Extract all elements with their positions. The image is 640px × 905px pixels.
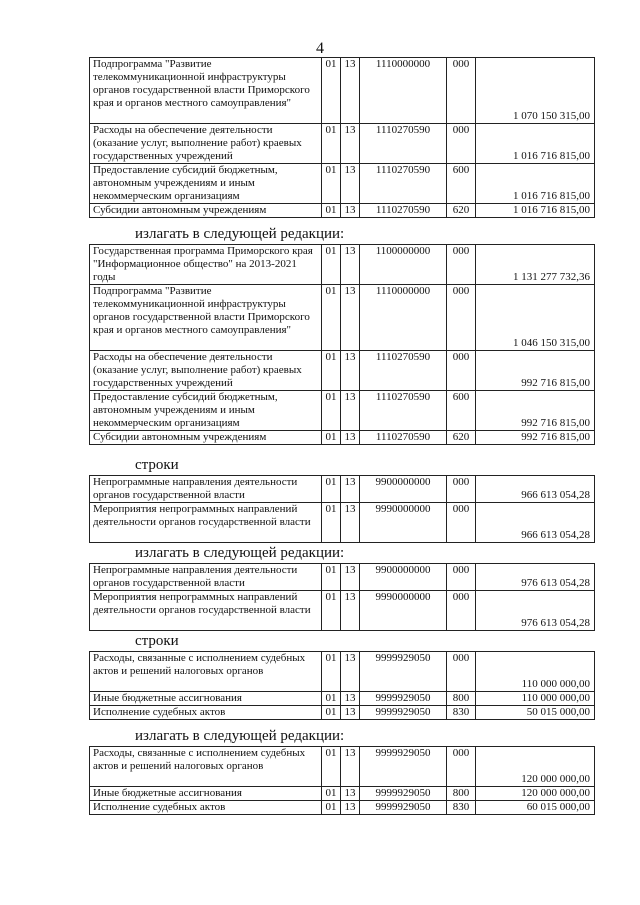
row-expense-type: 830: [447, 801, 476, 815]
row-section: 01: [322, 591, 341, 631]
row-name: Расходы на обеспечение деятельности (оказание услуг, выполнение работ) краевых государственных учреждений: [90, 124, 322, 164]
table-row: [90, 692, 595, 706]
page-number: 4: [316, 40, 324, 57]
row-sum: 992 716 815,00: [476, 351, 595, 391]
row-name: Расходы на обеспечение деятельности (оказание услуг, выполнение работ) краевых государственных учреждений: [90, 351, 322, 391]
row-name: Мероприятия непрограммных направлений деятельности органов государственной власти: [90, 591, 322, 631]
table-row: [90, 706, 595, 720]
row-section: 01: [322, 124, 341, 164]
table-row: [90, 204, 595, 218]
row-sum: 966 613 054,28: [476, 503, 595, 543]
row-expense-type: 000: [447, 245, 476, 285]
row-sum: 966 613 054,28: [476, 476, 595, 503]
row-sum: 976 613 054,28: [476, 564, 595, 591]
row-sum: 60 015 000,00: [476, 801, 595, 815]
table-row: [90, 503, 595, 543]
row-name: Исполнение судебных актов: [90, 706, 322, 720]
row-target-code: 9999929050: [360, 801, 447, 815]
row-expense-type: 620: [447, 204, 476, 218]
row-target-code: 1110270590: [360, 431, 447, 445]
row-subsection: 13: [341, 476, 360, 503]
row-expense-type: 000: [447, 564, 476, 591]
row-section: 01: [322, 801, 341, 815]
row-name: Расходы, связанные с исполнением судебных актов и решений налоговых органов: [90, 747, 322, 787]
row-section: 01: [322, 503, 341, 543]
row-name: Расходы, связанные с исполнением судебных актов и решений налоговых органов: [90, 652, 322, 692]
row-expense-type: 000: [447, 285, 476, 351]
row-expense-type: 000: [447, 591, 476, 631]
row-target-code: 1110270590: [360, 164, 447, 204]
budget-table-3: [89, 475, 595, 543]
row-expense-type: 600: [447, 164, 476, 204]
table-row: [90, 747, 595, 787]
row-section: 01: [322, 58, 341, 124]
row-name: Исполнение судебных актов: [90, 801, 322, 815]
row-target-code: 1110270590: [360, 351, 447, 391]
budget-table-1: [89, 57, 595, 218]
row-name: Государственная программа Приморского края "Информационное общество" на 2013-2021 годы: [90, 245, 322, 285]
row-expense-type: 000: [447, 124, 476, 164]
row-target-code: 1110270590: [360, 204, 447, 218]
row-name: Иные бюджетные ассигнования: [90, 787, 322, 801]
row-subsection: 13: [341, 204, 360, 218]
row-expense-type: 600: [447, 391, 476, 431]
row-sum: 992 716 815,00: [476, 431, 595, 445]
row-subsection: 13: [341, 787, 360, 801]
row-target-code: 9999929050: [360, 706, 447, 720]
table-row: [90, 124, 595, 164]
row-subsection: 13: [341, 706, 360, 720]
row-sum: 50 015 000,00: [476, 706, 595, 720]
row-name: Предоставление субсидий бюджетным, автономным учреждениям и иным некоммерческим организациям: [90, 391, 322, 431]
row-section: 01: [322, 564, 341, 591]
row-section: 01: [322, 652, 341, 692]
table-row: [90, 245, 595, 285]
row-target-code: 9900000000: [360, 564, 447, 591]
lines-phrase: строки: [135, 457, 179, 473]
table-row: [90, 431, 595, 445]
row-sum: 1 070 150 315,00: [476, 58, 595, 124]
table-row: [90, 564, 595, 591]
table-row: [90, 164, 595, 204]
edit-phrase: излагать в следующей редакции:: [135, 728, 345, 744]
row-sum: 120 000 000,00: [476, 747, 595, 787]
edit-phrase: излагать в следующей редакции:: [135, 226, 345, 242]
row-name: Непрограммные направления деятельности органов государственной власти: [90, 476, 322, 503]
row-section: 01: [322, 164, 341, 204]
row-target-code: 9999929050: [360, 692, 447, 706]
row-target-code: 9990000000: [360, 591, 447, 631]
row-section: 01: [322, 391, 341, 431]
row-target-code: 1110270590: [360, 391, 447, 431]
row-subsection: 13: [341, 747, 360, 787]
row-subsection: 13: [341, 591, 360, 631]
table-row: [90, 351, 595, 391]
row-expense-type: 830: [447, 706, 476, 720]
row-sum: 120 000 000,00: [476, 787, 595, 801]
row-sum: 110 000 000,00: [476, 652, 595, 692]
row-target-code: 9900000000: [360, 476, 447, 503]
row-subsection: 13: [341, 801, 360, 815]
row-section: 01: [322, 245, 341, 285]
row-target-code: 1110000000: [360, 285, 447, 351]
row-subsection: 13: [341, 245, 360, 285]
row-subsection: 13: [341, 692, 360, 706]
row-subsection: 13: [341, 431, 360, 445]
table-row: [90, 285, 595, 351]
table-row: [90, 787, 595, 801]
row-expense-type: 000: [447, 503, 476, 543]
row-sum: 1 131 277 732,36: [476, 245, 595, 285]
row-section: 01: [322, 476, 341, 503]
row-subsection: 13: [341, 164, 360, 204]
budget-table-5: [89, 651, 595, 720]
row-section: 01: [322, 204, 341, 218]
row-section: 01: [322, 431, 341, 445]
table-row: [90, 801, 595, 815]
table-row: [90, 476, 595, 503]
row-name: Иные бюджетные ассигнования: [90, 692, 322, 706]
row-name: Мероприятия непрограммных направлений деятельности органов государственной власти: [90, 503, 322, 543]
row-section: 01: [322, 285, 341, 351]
row-target-code: 9990000000: [360, 503, 447, 543]
budget-table-4: [89, 563, 595, 631]
row-subsection: 13: [341, 285, 360, 351]
row-sum: 992 716 815,00: [476, 391, 595, 431]
row-name: Подпрограмма "Развитие телекоммуникационной инфраструктуры органов государственной власти Приморского края и органов местного самоуправления": [90, 58, 322, 124]
row-subsection: 13: [341, 124, 360, 164]
row-target-code: 1100000000: [360, 245, 447, 285]
row-sum: 110 000 000,00: [476, 692, 595, 706]
row-subsection: 13: [341, 564, 360, 591]
row-expense-type: 000: [447, 351, 476, 391]
row-sum: 1 016 716 815,00: [476, 204, 595, 218]
row-name: Предоставление субсидий бюджетным, автономным учреждениям и иным некоммерческим организациям: [90, 164, 322, 204]
budget-table-6: [89, 746, 595, 815]
row-target-code: 1110270590: [360, 124, 447, 164]
row-expense-type: 620: [447, 431, 476, 445]
row-section: 01: [322, 747, 341, 787]
row-target-code: 1110000000: [360, 58, 447, 124]
row-section: 01: [322, 692, 341, 706]
row-subsection: 13: [341, 351, 360, 391]
row-sum: 1 016 716 815,00: [476, 164, 595, 204]
row-subsection: 13: [341, 652, 360, 692]
row-subsection: 13: [341, 58, 360, 124]
row-section: 01: [322, 351, 341, 391]
row-expense-type: 000: [447, 476, 476, 503]
row-expense-type: 800: [447, 692, 476, 706]
row-expense-type: 000: [447, 747, 476, 787]
row-target-code: 9999929050: [360, 787, 447, 801]
row-target-code: 9999929050: [360, 652, 447, 692]
row-subsection: 13: [341, 391, 360, 431]
table-row: [90, 591, 595, 631]
row-sum: 976 613 054,28: [476, 591, 595, 631]
edit-phrase: излагать в следующей редакции:: [135, 545, 345, 561]
row-name: Субсидии автономным учреждениям: [90, 204, 322, 218]
table-row: [90, 652, 595, 692]
budget-table-2: [89, 244, 595, 445]
row-section: 01: [322, 787, 341, 801]
row-expense-type: 000: [447, 652, 476, 692]
row-name: Подпрограмма "Развитие телекоммуникационной инфраструктуры органов государственной власти Приморского края и органов местного самоуправления": [90, 285, 322, 351]
row-sum: 1 016 716 815,00: [476, 124, 595, 164]
row-section: 01: [322, 706, 341, 720]
table-row: [90, 58, 595, 124]
lines-phrase: строки: [135, 633, 179, 649]
row-subsection: 13: [341, 503, 360, 543]
row-sum: 1 046 150 315,00: [476, 285, 595, 351]
row-target-code: 9999929050: [360, 747, 447, 787]
row-expense-type: 800: [447, 787, 476, 801]
row-expense-type: 000: [447, 58, 476, 124]
row-name: Субсидии автономным учреждениям: [90, 431, 322, 445]
row-name: Непрограммные направления деятельности органов государственной власти: [90, 564, 322, 591]
table-row: [90, 391, 595, 431]
